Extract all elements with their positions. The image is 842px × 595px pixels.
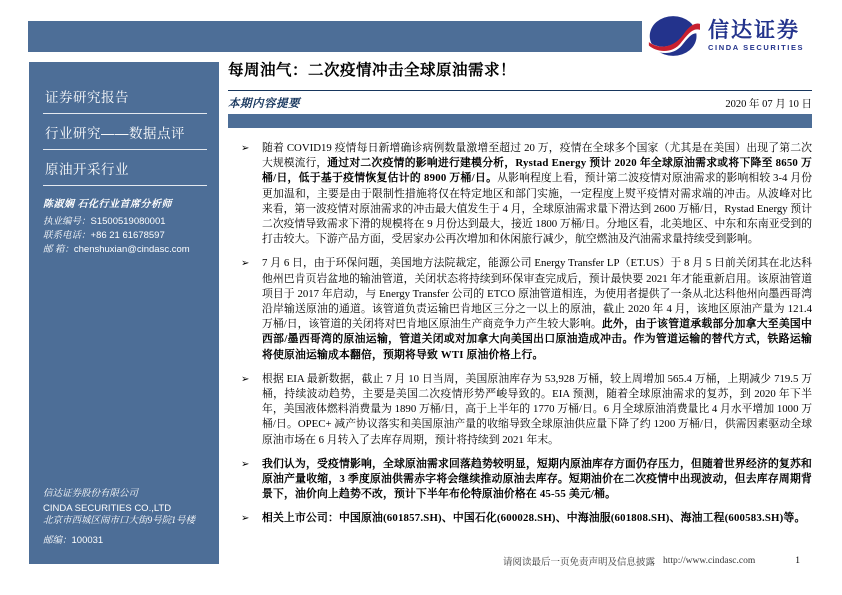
top-banner-bar xyxy=(28,21,642,52)
bullet-arrow-icon: ➢ xyxy=(241,373,250,385)
analyst-email: 邮 箱：chenshuxian@cindasc.com xyxy=(43,244,190,255)
company-name-en: CINDA SECURITIES CO.,LTD xyxy=(43,502,172,514)
bullet-arrow-icon: ➢ xyxy=(241,513,250,525)
list-item xyxy=(228,511,812,526)
list-item xyxy=(228,372,812,448)
footer-url[interactable]: http://www.cindasc.com xyxy=(662,556,756,566)
bullet-list xyxy=(228,141,812,527)
analyst-name: 陈淑娴 石化行业首席分析师 xyxy=(43,199,172,210)
sidebar-item-report-type: 证券研究报告 xyxy=(43,78,207,114)
main-content xyxy=(228,58,812,536)
bullet-text: 相关上市公司：中国原油(601857.SH)、中国石化(600028.SH)、中海油服(601808.SH)、海油工程(600583.SH)等。 xyxy=(262,512,806,525)
analyst-block xyxy=(43,198,207,257)
company-name-cn: 信达证券股份有限公司 xyxy=(43,489,139,499)
list-item xyxy=(228,457,812,503)
bullet-text: 随着 COVID19 疫情每日新增确诊病例数量激增至超过 20 万，疫情在全球多个国家（尤其是在美国）出现了第二次大规模流行，通过对二次疫情的影响进行建模分析，Rystad Energy 预计 2020 年全球原油需求或将下降至 8650 万桶/日，低于基于疫情恢复估计的 8900 万桶/日。从影响程度上看，预计第二波疫情对原油需求的影响相较 3-4 月份更加温和，主要是由于限制性措施将仅在特定地区和部门实施，一定程度上熨平疫情对需求端的冲击。从波峰对比来看，第一波疫情对原油需求的冲击最大值发生于 4 月，全球原油需求量下滑达到 2600 万桶/日，Rystad Energy 预计二次疫情导致需求下滑的规模将在 9 月份达到最大，接近 1800 万桶/日。分地区看，北美地区、中东和东南亚受到的打击较大。下游产品方面，受居家办公再次增加和休闲旅行减少，航空燃油及汽油需求量持续受到影响。 xyxy=(262,142,812,246)
analyst-license: 执业编号：S1500519080001 xyxy=(43,216,166,227)
company-block xyxy=(43,488,207,548)
logo-name-cn: 信达证券 xyxy=(708,19,800,42)
summary-header xyxy=(228,95,812,111)
sidebar xyxy=(29,62,219,564)
analyst-email-link[interactable]: chenshuxian@cindasc.com xyxy=(73,244,190,255)
title-divider xyxy=(228,90,812,91)
company-address: 北京市西城区闹市口大街9号院1号楼 xyxy=(43,516,196,526)
bullet-text: 我们认为，受疫情影响，全球原油需求回落趋势较明显，短期内原油库存方面仍存压力，但随着世界经济的复苏和原油产量收缩，3 季度原油供需赤字将会继续推动原油去库存。短期油价在二次疫情中出现波动，但去库存周期背景下，油价向上趋势不改，预计下半年布伦特原油价格在 45-55 美元/桶。 xyxy=(262,457,812,501)
bullet-text: 根据 EIA 最新数据，截止 7 月 10 日当周，美国原油库存为 53,928 万桶，较上周增加 565.4 万桶，上期减少 719.5 万桶，持续波动趋势，主要是美国二次疫情形势严峻导致的。EIA 预测，随着全球原油需求的复苏，到 2020 年下半年，美国液体燃料消费量为 1890 万桶/日，高于上半年的 1770 万桶/日。6 月全球原油消费量比 4 月水平增加 1000 万桶/日。OPEC+ 减产协议落实和美国原油产量的收缩导致全球原油供应量下降了约 1200 万桶/日，供需因素驱动全球原油市场在 6 月转入了去库存周期，预计将持续到 2021 年末。 xyxy=(262,372,812,446)
footer-disclaimer: 请阅读最后一页免责声明及信息披露 xyxy=(502,558,655,568)
bullet-arrow-icon: ➢ xyxy=(241,458,250,470)
list-item xyxy=(228,141,812,247)
page-footer xyxy=(228,554,812,568)
analyst-phone: 联系电话：+86 21 61678597 xyxy=(43,230,165,241)
cinda-logo-icon xyxy=(648,14,700,58)
report-date: 2020 年 07 月 10 日 xyxy=(725,99,812,110)
logo-name-en: CINDA SECURITIES xyxy=(708,43,805,52)
summary-label: 本期内容提要 xyxy=(228,98,300,110)
bullet-arrow-icon: ➢ xyxy=(241,143,250,154)
list-item xyxy=(228,256,812,362)
page-title: 每周油气：二次疫情冲击全球原油需求！ xyxy=(228,62,517,79)
bullet-text: 7 月 6 日，由于环保问题，美国地方法院裁定，能源公司 Energy Transfer LP（ET.US）于 8 月 5 日前关闭其在北达科他州巴肯页岩盆地的输油管道，关闭状态将持续到环保审查完成后，预计最快要 2021 年才能重新启用。该原油管道项目于 2017 年启动，与 Energy Transfer 公司的 ETCO 原油管道相连，为使用者提供了一条从北达科他州向墨西哥湾沿岸输送原油的通道。该管道负责运输巴肯地区三分之一以上的原油，截止 2020 年 4 月，该地区原油产量为 121.4 万桶/日，该管道的关闭将对巴肯地区原油生产商竞争力产生较大影响。此外，由于该管道承载部分加拿大至美国中西部/墨西哥湾的原油运输，管道关闭或对加拿大向美国出口原油造成冲击。作为管道运输的替代方式，铁路运输将使原油运输成本翻倍，预期将导致 WTI 原油价格上行。 xyxy=(262,257,812,361)
page-number: 1 xyxy=(795,556,800,566)
section-accent-bar xyxy=(228,114,812,128)
cinda-logo xyxy=(648,12,818,60)
company-postcode: 邮编：100031 xyxy=(43,534,104,546)
sidebar-item-industry: 原油开采行业 xyxy=(43,150,207,186)
sidebar-item-research-type: 行业研究——数据点评 xyxy=(43,114,207,150)
bullet-arrow-icon: ➢ xyxy=(241,258,250,270)
